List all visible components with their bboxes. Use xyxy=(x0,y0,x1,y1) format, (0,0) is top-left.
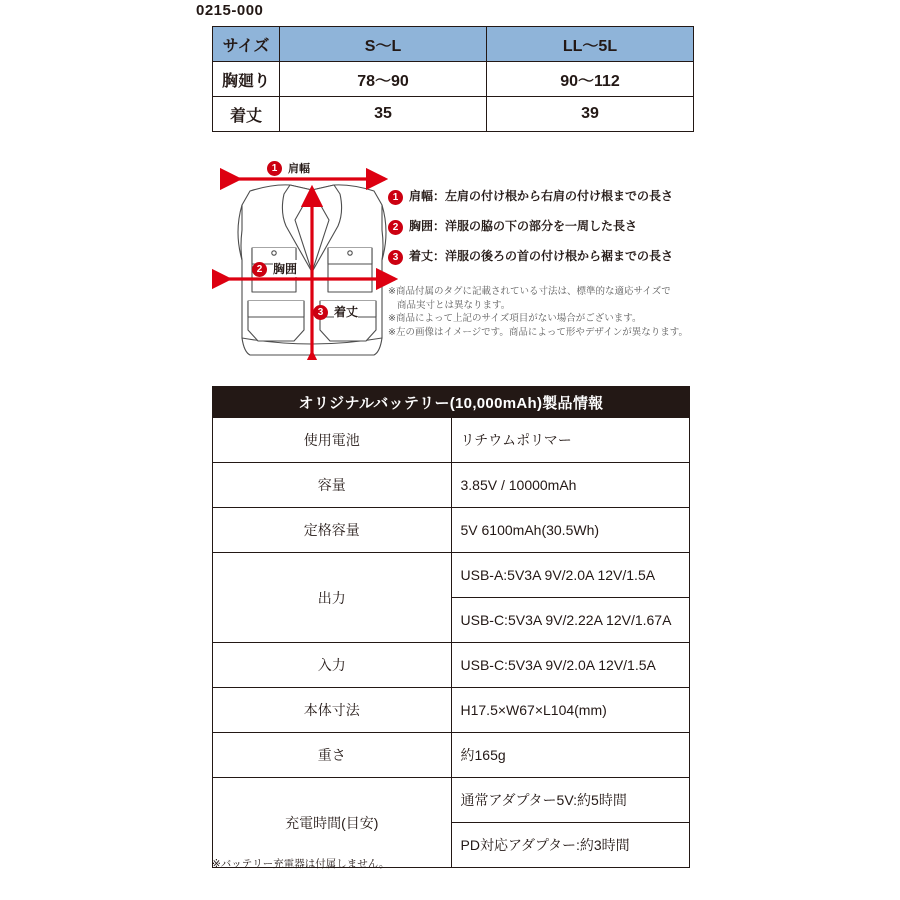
table-row xyxy=(213,778,690,823)
badge-1: 1 xyxy=(267,161,282,176)
battery-label-cell-output: 出力 xyxy=(213,553,452,643)
battery-table-title-row xyxy=(213,387,690,418)
legend-badge-2: 2 xyxy=(388,220,403,235)
size-row-label-chest: 胸廻り xyxy=(213,62,280,97)
table-row xyxy=(213,418,690,463)
battery-table-title: オリジナルバッテリー(10,000mAh)製品情報 xyxy=(213,387,690,418)
table-row xyxy=(213,688,690,733)
table-row xyxy=(213,508,690,553)
note-line-4: ※左の画像はイメージです。商品によって形やデザインが異なります。 xyxy=(388,326,688,338)
diagram-notes xyxy=(388,285,696,339)
battery-label-cell-capacity: 容量 xyxy=(213,463,452,508)
chest-label-text: 胸囲 xyxy=(273,262,298,276)
size-table-header-s-l: S〜L xyxy=(280,27,487,62)
battery-value-cell-charge-normal: 通常アダプター5V:約5時間 xyxy=(451,778,690,823)
battery-label-cell-charge-time: 充電時間(目安) xyxy=(213,778,452,868)
battery-value-cell-capacity: 3.85V / 10000mAh xyxy=(451,463,690,508)
battery-label-cell-type: 使用電池 xyxy=(213,418,452,463)
battery-footnote: ※バッテリー充電器は付属しません。 xyxy=(212,858,390,870)
table-row xyxy=(213,463,690,508)
size-row-chest-s-l: 78〜90 xyxy=(280,62,487,97)
badge-3: 3 xyxy=(313,305,328,320)
legend-badge-3: 3 xyxy=(388,250,403,265)
shoulder-width-label xyxy=(267,160,310,176)
legend-item-shoulder xyxy=(388,189,690,205)
table-row xyxy=(213,553,690,598)
size-row-label-length: 着丈 xyxy=(213,97,280,132)
table-row xyxy=(213,62,694,97)
battery-value-cell-output-usb-c: USB-C:5V3A 9V/2.22A 12V/1.67A xyxy=(451,598,690,643)
battery-label-cell-dimensions: 本体寸法 xyxy=(213,688,452,733)
shoulder-width-label-text: 肩幅 xyxy=(288,163,310,175)
note-line-2: 商品実寸とは異なります。 xyxy=(397,299,511,311)
note-line-3: ※商品によって上記のサイズ項目がない場合がございます。 xyxy=(388,313,642,324)
body-length-label-text: 着丈 xyxy=(334,305,359,319)
vest-illustration-svg xyxy=(212,160,412,360)
product-code: 0215-000 xyxy=(196,2,264,19)
battery-value-cell-output-usb-a: USB-A:5V3A 9V/2.0A 12V/1.5A xyxy=(451,553,690,598)
legend-badge-1: 1 xyxy=(388,190,403,205)
size-table xyxy=(212,26,694,132)
legend-item-chest xyxy=(388,219,690,235)
chest-label xyxy=(252,260,297,277)
battery-value-cell-charge-pd: PD対応アダプター:約3時間 xyxy=(451,823,690,868)
measurement-legend xyxy=(388,189,690,279)
table-row xyxy=(213,733,690,778)
note-line-1: ※商品付属のタグに記載されている寸法は、標準的な適応サイズで xyxy=(388,286,671,297)
battery-value-cell-weight: 約165g xyxy=(451,733,690,778)
measurement-diagram xyxy=(212,160,690,360)
size-row-length-ll-5l: 39 xyxy=(487,97,694,132)
battery-label-cell-rated: 定格容量 xyxy=(213,508,452,553)
legend-text-length: 着丈：洋服の後ろの首の付け根から裾までの長さ xyxy=(409,249,674,263)
size-table-header-row xyxy=(213,27,694,62)
legend-text-chest: 胸囲：洋服の脇の下の部分を一周した長さ xyxy=(409,219,638,233)
table-row xyxy=(213,643,690,688)
size-table-header-ll-5l: LL〜5L xyxy=(487,27,694,62)
size-row-chest-ll-5l: 90〜112 xyxy=(487,62,694,97)
legend-text-shoulder: 肩幅：左肩の付け根から右肩の付け根までの長さ xyxy=(409,189,674,203)
body-length-label xyxy=(313,303,358,320)
battery-value-cell-rated: 5V 6100mAh(30.5Wh) xyxy=(451,508,690,553)
battery-value-cell-dimensions: H17.5×W67×L104(mm) xyxy=(451,688,690,733)
battery-label-cell-weight: 重さ xyxy=(213,733,452,778)
legend-item-length xyxy=(388,249,690,265)
battery-spec-table xyxy=(212,386,690,868)
battery-value-cell-input: USB-C:5V3A 9V/2.0A 12V/1.5A xyxy=(451,643,690,688)
size-table-header-size: サイズ xyxy=(213,27,280,62)
badge-2: 2 xyxy=(252,262,267,277)
battery-value-cell-type: リチウムポリマー xyxy=(451,418,690,463)
battery-label-cell-input: 入力 xyxy=(213,643,452,688)
size-row-length-s-l: 35 xyxy=(280,97,487,132)
table-row xyxy=(213,97,694,132)
